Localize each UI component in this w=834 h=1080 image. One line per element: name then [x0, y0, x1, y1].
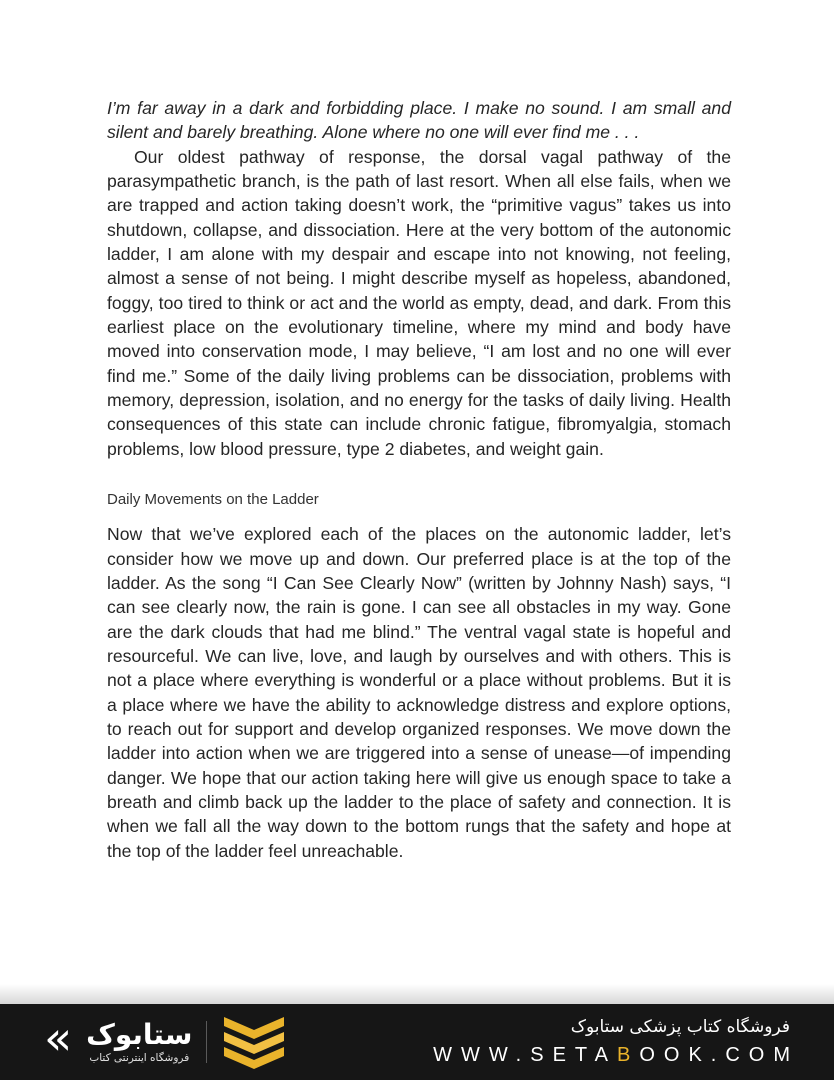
logo-title: ستابوک — [86, 1018, 193, 1051]
website-url-part2: OOK.COM — [639, 1044, 799, 1066]
body-paragraph-dorsal-vagal: Our oldest pathway of response, the dorsal vagal pathway of the parasympathetic branch, is the path of last resort. When all else fails, when we are trapped and action taking doesn’t work, the “primitive vagus” takes us into shutdown, collapse, and dissociation. Here at the very bottom of the autonomic ladder, I am alone with my despair and escape into not knowing, not feeling, almost a sense of not being. I might describe myself as hopeless, abandoned, foggy, too tired to think or act and the world as empty, dead, and dark. From this earliest place on the evolutionary timeline, where my mind and body have moved into conservation mode, I may believe, “I am lost and no one will ever find me.” Some of the daily living problems can be dissociation, problems with memory, depression, isolation, and no energy for the tasks of daily living. Health consequences of this state can include chronic fatigue, fibromyalgia, stomach problems, low blood pressure, type 2 diabetes, and weight gain. — [107, 146, 731, 459]
body-paragraph-ladder-movements: Now that we’ve explored each of the places on the autonomic ladder, let’s consider how we move up and down. Our preferred place is at the top of the ladder. As the song “I Can See Clearly Now” (written by Johnny Nash) says, “I can see clearly now, the rain is gone. I can see all obstacles in my way. Gone are the dark clouds that had me blind.” The ventral vagal state is hopeful and resourceful. We can live, love, and laugh by ourselves and with others. This is not a place where everything is wonderful or a place without problems. But it is a place where we have the ability to acknowledge distress and explore options, to reach out for support and develop organized responses. We move down the ladder into action when we are triggered into a sense of unease—of impending danger. We hope that our action taking here will give us enough space to take a breath and climb back up the ladder to the place of safety and connection. It is when we fall all the way down to the bottom rungs that the safety and hope at the top of the ladder feel unreachable. — [107, 524, 731, 861]
epigraph-paragraph: I’m far away in a dark and forbidding place. I make no sound. I am small and silent and barely breathing. Alone where no one will ever find me . . . — [107, 98, 731, 143]
store-name-text: فروشگاه کتاب پزشکی ستابوک — [570, 1017, 790, 1037]
footer-bar — [0, 1004, 834, 1080]
logo-double-chevron-icon: « — [44, 1011, 73, 1065]
website-url-part1: WWW.SETA — [433, 1044, 617, 1066]
logo-text-block — [86, 1020, 192, 1064]
logo-layers-icon — [221, 1015, 287, 1069]
section-heading: Daily Movements on the Ladder — [107, 491, 319, 509]
footer-store-info — [433, 1017, 799, 1067]
footer-shadow — [0, 984, 834, 1004]
website-url-highlight: B — [616, 1044, 640, 1066]
publisher-logo — [44, 1011, 287, 1069]
footer-divider — [206, 1021, 207, 1063]
page-content — [107, 96, 731, 863]
logo-subtitle: فروشگاه اینترنتی کتاب — [89, 1052, 190, 1064]
website-url — [433, 1044, 799, 1067]
